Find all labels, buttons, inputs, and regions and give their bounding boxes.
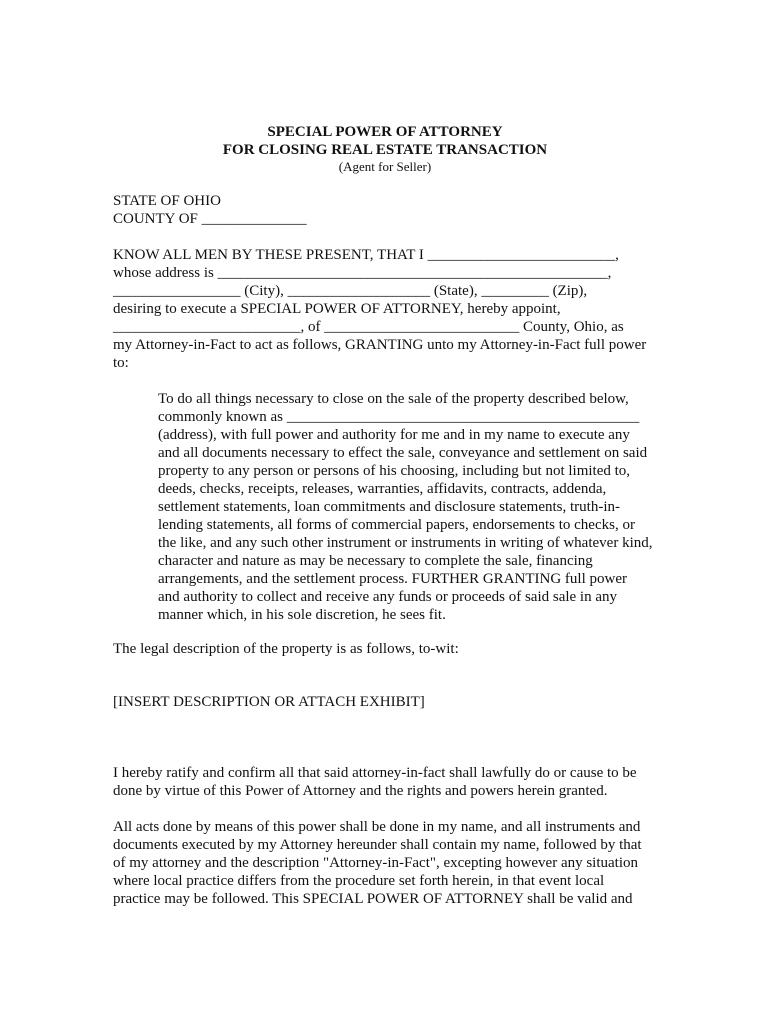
ratify-line: I hereby ratify and confirm all that said attorney-in-fact shall lawfully do or cause to be	[113, 765, 637, 781]
powers-line: property to any person or persons of his choosing, including but not limited to,	[158, 463, 631, 479]
document-title-line1: SPECIAL POWER OF ATTORNEY	[267, 124, 503, 140]
intro-line: to:	[113, 355, 129, 371]
powers-line: settlement statements, loan commitments and disclosure statements, truth-in-	[158, 499, 620, 515]
acts-line: All acts done by means of this power shall be done in my name, and all instruments and	[113, 819, 641, 835]
state-line: STATE OF OHIO	[113, 193, 221, 209]
acts-line: practice may be followed. This SPECIAL POWER OF ATTORNEY shall be valid and	[113, 891, 633, 907]
insert-description-placeholder: [INSERT DESCRIPTION OR ATTACH EXHIBIT]	[113, 694, 425, 710]
county-line: COUNTY OF ______________	[113, 211, 307, 227]
powers-line: and all documents necessary to effect the sale, conveyance and settlement on said	[158, 445, 648, 461]
powers-line: lending statements, all forms of commercial papers, endorsements to checks, or	[158, 517, 635, 533]
intro-line: _________________________, of __________________________ County, Ohio, as	[113, 319, 624, 335]
intro-line: KNOW ALL MEN BY THESE PRESENT, THAT I _________________________,	[113, 247, 619, 263]
acts-line: of my attorney and the description "Attorney-in-Fact", excepting however any situation	[113, 855, 639, 871]
powers-line: commonly known as _______________________________________________	[158, 409, 640, 425]
legal-description-line: The legal description of the property is as follows, to-wit:	[113, 641, 459, 657]
acts-line: documents executed by my Attorney hereunder shall contain my name, followed by that	[113, 837, 642, 853]
powers-line: To do all things necessary to close on the sale of the property described below,	[158, 391, 629, 407]
powers-line: character and nature as may be necessary to complete the sale, financing	[158, 553, 593, 569]
intro-line: whose address is ____________________________________________________,	[113, 265, 612, 281]
acts-line: where local practice differs from the procedure set forth herein, in that event local	[113, 873, 605, 889]
powers-line: the like, and any such other instrument or instruments in writing of whatever kind,	[158, 535, 653, 551]
ratify-line: done by virtue of this Power of Attorney and the rights and powers herein granted.	[113, 783, 608, 799]
intro-line: desiring to execute a SPECIAL POWER OF ATTORNEY, hereby appoint,	[113, 301, 561, 317]
powers-line: and authority to collect and receive any funds or proceeds of said sale in any	[158, 589, 618, 605]
powers-line: (address), with full power and authority for me and in my name to execute any	[158, 427, 630, 443]
document-title-line2: FOR CLOSING REAL ESTATE TRANSACTION	[222, 142, 548, 158]
powers-line: deeds, checks, receipts, releases, warranties, affidavits, contracts, addenda,	[158, 481, 607, 497]
powers-line: arrangements, and the settlement process. FURTHER GRANTING full power	[158, 571, 627, 587]
intro-line: _________________ (City), ___________________ (State), _________ (Zip),	[113, 283, 588, 299]
intro-line: my Attorney-in-Fact to act as follows, GRANTING unto my Attorney-in-Fact full power	[113, 337, 647, 353]
document-subtitle: (Agent for Seller)	[338, 159, 432, 174]
powers-line: manner which, in his sole discretion, he sees fit.	[158, 607, 446, 623]
